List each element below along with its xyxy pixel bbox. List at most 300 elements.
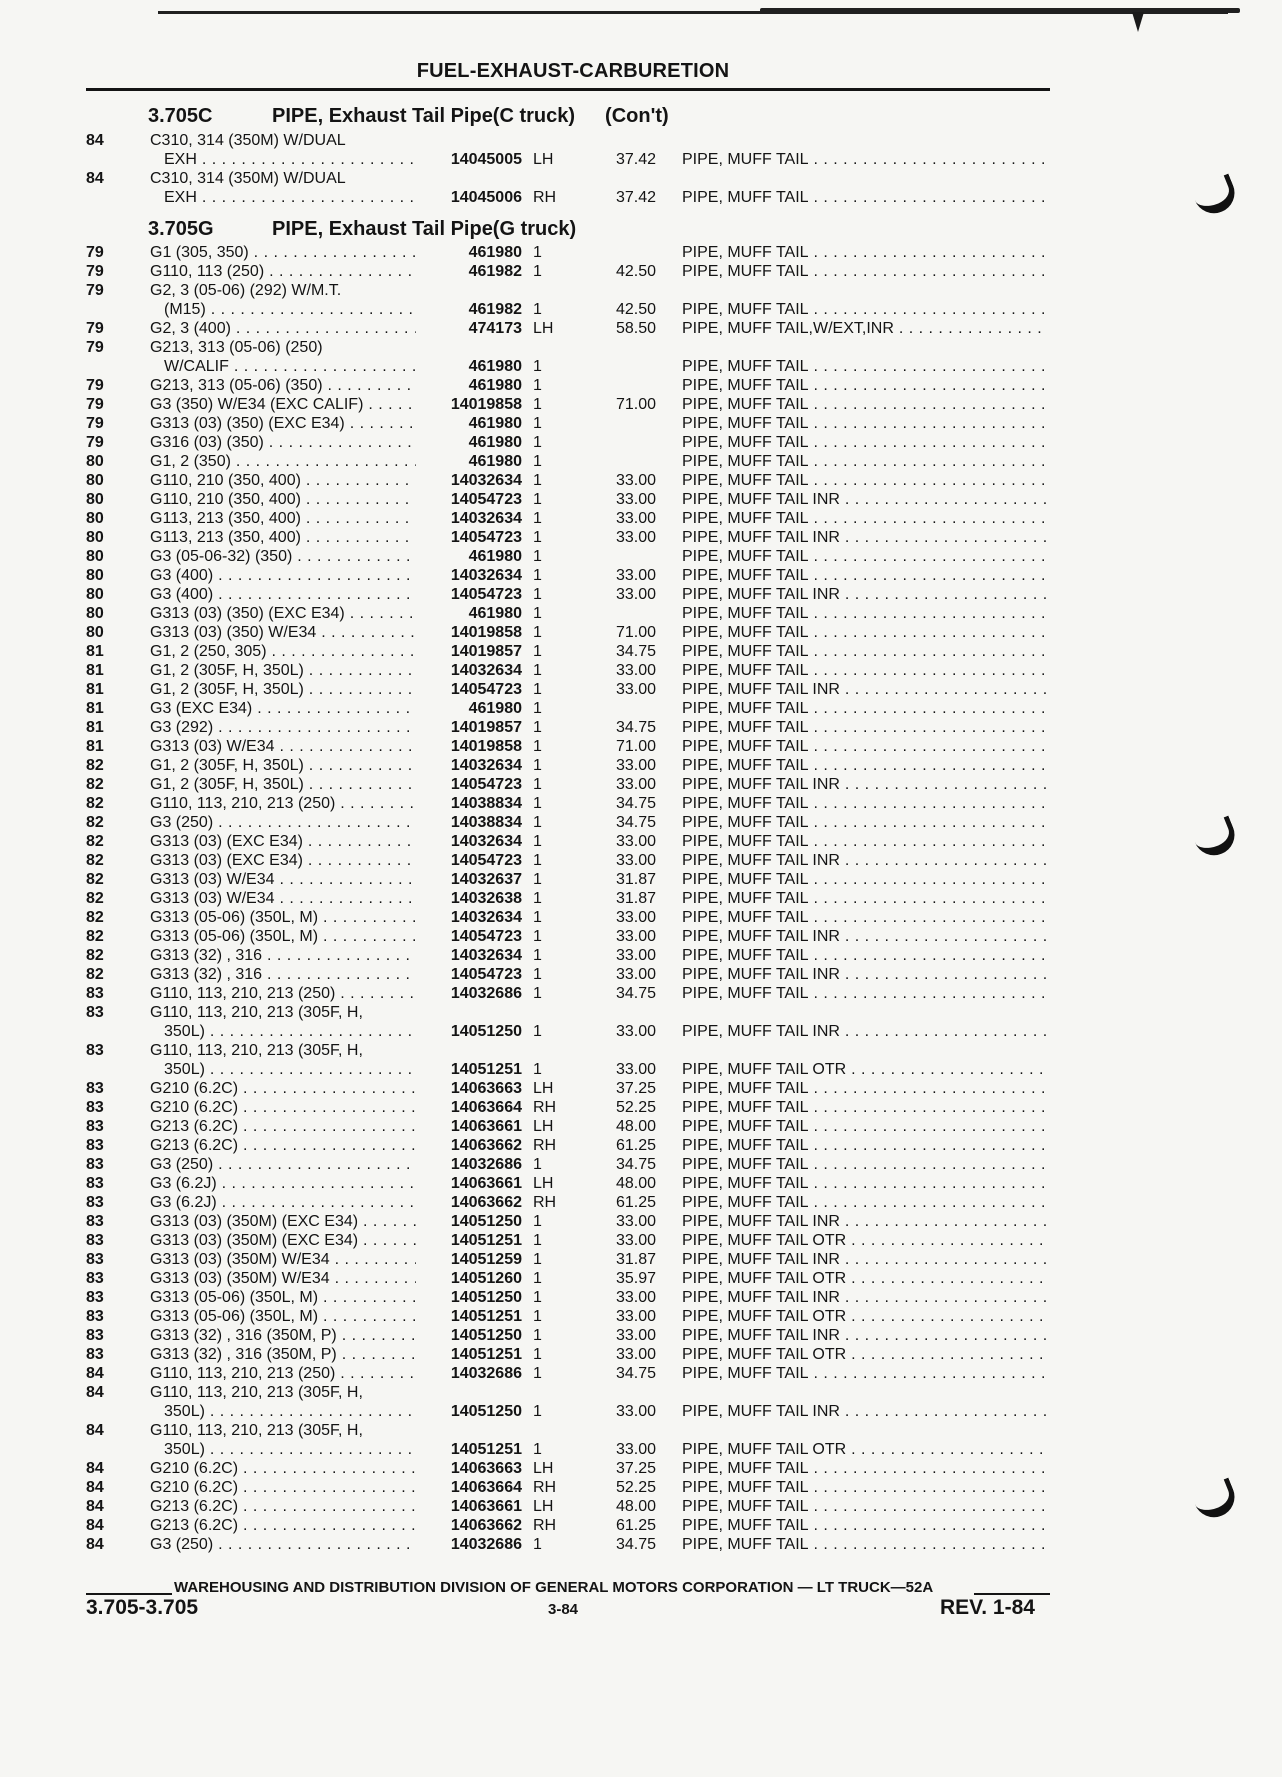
line-number: 84	[86, 1365, 104, 1382]
table-row	[0, 1003, 1282, 1022]
part-number: 14045006	[450, 189, 522, 206]
quantity-side: 1	[533, 909, 542, 926]
application-description: G113, 213 (350, 400) . . .	[150, 528, 416, 547]
application-description: G110, 113, 210, 213 (305F, H,	[150, 1004, 363, 1021]
table-row	[0, 1459, 1282, 1478]
part-name: PIPE, MUFF TAIL . . .	[682, 889, 1046, 908]
quantity-side: 1	[533, 833, 542, 850]
price: 61.25	[615, 1137, 656, 1154]
part-name: PIPE, MUFF TAIL INR . . .	[682, 1212, 1046, 1231]
application-description: G3 (400) . . .	[150, 566, 416, 585]
table-row	[0, 1041, 1282, 1060]
application-description: G1 (305, 350) . . .	[150, 243, 416, 262]
line-number: 81	[86, 738, 104, 755]
line-number: 81	[86, 643, 104, 660]
table-row	[0, 1079, 1282, 1098]
application-description: G213 (6.2C) . . .	[150, 1497, 416, 1516]
part-number: 14063662	[450, 1137, 522, 1154]
quantity-side: LH	[533, 1498, 554, 1515]
line-number: 79	[86, 396, 104, 413]
line-number: 83	[86, 1308, 104, 1325]
quantity-side: RH	[533, 1099, 557, 1116]
line-number: 82	[86, 757, 104, 774]
application-description: G313 (03) (350) W/E34 . . .	[150, 623, 416, 642]
quantity-side: 1	[533, 776, 542, 793]
part-number: 461980	[468, 244, 522, 261]
part-name: PIPE, MUFF TAIL INR . . .	[682, 775, 1046, 794]
part-number: 14032634	[450, 567, 522, 584]
line-number: 83	[86, 1175, 104, 1192]
title-rule	[86, 88, 1050, 91]
application-description: G210 (6.2C) . . .	[150, 1459, 416, 1478]
application-description: G2, 3 (400) . . .	[150, 319, 416, 338]
part-number: 14019858	[450, 738, 522, 755]
quantity-side: 1	[533, 795, 542, 812]
part-name: PIPE, MUFF TAIL . . .	[682, 471, 1046, 490]
line-number: 80	[86, 453, 104, 470]
part-name: PIPE, MUFF TAIL . . .	[682, 547, 1046, 566]
part-number: 14051259	[450, 1251, 522, 1268]
table-row	[0, 433, 1282, 452]
part-number: 14032634	[450, 510, 522, 527]
part-number: 14063662	[450, 1194, 522, 1211]
quantity-side: 1	[533, 472, 542, 489]
table-row	[0, 946, 1282, 965]
table-row	[0, 243, 1282, 262]
quantity-side: 1	[533, 1213, 542, 1230]
part-name: PIPE, MUFF TAIL INR . . .	[682, 1326, 1046, 1345]
price: 71.00	[615, 396, 656, 413]
price: 33.00	[615, 510, 656, 527]
part-name: PIPE, MUFF TAIL INR . . .	[682, 490, 1046, 509]
quantity-side: 1	[533, 852, 542, 869]
price: 33.00	[615, 909, 656, 926]
price: 34.75	[615, 643, 656, 660]
part-name: PIPE, MUFF TAIL OTR . . .	[682, 1060, 1046, 1079]
part-number: 14032686	[450, 985, 522, 1002]
part-number: 14051251	[450, 1061, 522, 1078]
application-description: EXH . . .	[164, 150, 416, 169]
line-number: 82	[86, 852, 104, 869]
table-row	[0, 131, 1282, 150]
application-description: (M15) . . .	[164, 300, 416, 319]
part-number: 14051250	[450, 1403, 522, 1420]
part-number: 461980	[468, 605, 522, 622]
part-name: PIPE, MUFF TAIL . . .	[682, 946, 1046, 965]
quantity-side: RH	[533, 1479, 557, 1496]
part-number: 14032686	[450, 1156, 522, 1173]
application-description: 350L) . . .	[164, 1060, 416, 1079]
application-description: C310, 314 (350M) W/DUAL	[150, 132, 346, 149]
line-number: 79	[86, 263, 104, 280]
quantity-side: 1	[533, 1156, 542, 1173]
part-number: 14054723	[450, 681, 522, 698]
application-description: G313 (03) (350M) (EXC E34) . . .	[150, 1231, 416, 1250]
part-name: PIPE, MUFF TAIL . . .	[682, 1174, 1046, 1193]
part-name: PIPE, MUFF TAIL . . .	[682, 566, 1046, 585]
application-description: G2, 3 (05-06) (292) W/M.T.	[150, 282, 342, 299]
application-description: G210 (6.2C) . . .	[150, 1079, 416, 1098]
application-description: G213, 313 (05-06) (350) . . .	[150, 376, 416, 395]
price: 33.00	[615, 1441, 656, 1458]
quantity-side: 1	[533, 1308, 542, 1325]
section-code: 3.705C	[148, 105, 213, 127]
application-description: G110, 210 (350, 400) . . .	[150, 471, 416, 490]
quantity-side: 1	[533, 491, 542, 508]
table-row	[0, 718, 1282, 737]
application-description: G313 (32) , 316 . . .	[150, 965, 416, 984]
line-number: 82	[86, 814, 104, 831]
line-number: 84	[86, 1422, 104, 1439]
table-row	[0, 188, 1282, 207]
part-number: 14051250	[450, 1327, 522, 1344]
part-name: PIPE, MUFF TAIL . . .	[682, 756, 1046, 775]
application-description: 350L) . . .	[164, 1022, 416, 1041]
application-description: G3 (250) . . .	[150, 813, 416, 832]
quantity-side: 1	[533, 871, 542, 888]
application-description: G110, 113, 210, 213 (305F, H,	[150, 1042, 363, 1059]
part-number: 14038834	[450, 795, 522, 812]
price: 33.00	[615, 472, 656, 489]
price: 33.00	[615, 662, 656, 679]
price: 37.42	[615, 189, 656, 206]
price: 33.00	[615, 928, 656, 945]
table-row	[0, 1212, 1282, 1231]
line-number: 83	[86, 1251, 104, 1268]
part-number: 14051250	[450, 1213, 522, 1230]
part-number: 461980	[468, 700, 522, 717]
quantity-side: 1	[533, 624, 542, 641]
table-row	[0, 1326, 1282, 1345]
part-number: 14032634	[450, 472, 522, 489]
table-row	[0, 1117, 1282, 1136]
price: 31.87	[615, 890, 656, 907]
price: 42.50	[615, 263, 656, 280]
quantity-side: 1	[533, 529, 542, 546]
application-description: G313 (03) W/E34 . . .	[150, 889, 416, 908]
quantity-side: LH	[533, 151, 554, 168]
part-name: PIPE, MUFF TAIL . . .	[682, 737, 1046, 756]
section-heading	[148, 218, 576, 241]
line-number: 80	[86, 491, 104, 508]
quantity-side: 1	[533, 1251, 542, 1268]
price: 48.00	[615, 1175, 656, 1192]
table-row	[0, 1136, 1282, 1155]
table-row	[0, 889, 1282, 908]
quantity-side: 1	[533, 1536, 542, 1553]
part-number: 14019858	[450, 396, 522, 413]
part-name: PIPE, MUFF TAIL INR . . .	[682, 1288, 1046, 1307]
table-row	[0, 1364, 1282, 1383]
application-description: G313 (03) (350M) W/E34 . . .	[150, 1250, 416, 1269]
part-number: 14063664	[450, 1099, 522, 1116]
application-description: G316 (03) (350) . . .	[150, 433, 416, 452]
line-number: 82	[86, 966, 104, 983]
table-row	[0, 984, 1282, 1003]
table-row	[0, 1250, 1282, 1269]
part-number: 461980	[468, 377, 522, 394]
part-number: 14032634	[450, 833, 522, 850]
line-number: 79	[86, 282, 104, 299]
price: 33.00	[615, 1327, 656, 1344]
application-description: G313 (03) (350) (EXC E34) . . .	[150, 414, 416, 433]
application-description: C310, 314 (350M) W/DUAL	[150, 170, 346, 187]
table-row	[0, 1193, 1282, 1212]
line-number: 83	[86, 1156, 104, 1173]
part-number: 14063663	[450, 1460, 522, 1477]
quantity-side: 1	[533, 890, 542, 907]
quantity-side: 1	[533, 453, 542, 470]
application-description: G3 (350) W/E34 (EXC CALIF) . . .	[150, 395, 416, 414]
quantity-side: 1	[533, 700, 542, 717]
application-description: G313 (32) , 316 . . .	[150, 946, 416, 965]
application-description: G1, 2 (350) . . .	[150, 452, 416, 471]
price: 52.25	[615, 1099, 656, 1116]
table-row	[0, 794, 1282, 813]
price: 61.25	[615, 1517, 656, 1534]
quantity-side: LH	[533, 1080, 554, 1097]
part-name: PIPE, MUFF TAIL . . .	[682, 699, 1046, 718]
part-number: 14019857	[450, 643, 522, 660]
quantity-side: RH	[533, 1517, 557, 1534]
quantity-side: 1	[533, 510, 542, 527]
price: 34.75	[615, 814, 656, 831]
part-number: 14054723	[450, 491, 522, 508]
line-number: 84	[86, 1536, 104, 1553]
part-number: 14032634	[450, 662, 522, 679]
part-number: 14054723	[450, 852, 522, 869]
table-row	[0, 528, 1282, 547]
application-description: G313 (03) (EXC E34) . . .	[150, 832, 416, 851]
quantity-side: 1	[533, 263, 542, 280]
part-name: PIPE, MUFF TAIL INR . . .	[682, 585, 1046, 604]
application-description: G3 (250) . . .	[150, 1535, 416, 1554]
line-number: 79	[86, 244, 104, 261]
part-number: 14032637	[450, 871, 522, 888]
table-row	[0, 1402, 1282, 1421]
part-number: 14051251	[450, 1441, 522, 1458]
quantity-side: 1	[533, 434, 542, 451]
quantity-side: 1	[533, 1232, 542, 1249]
part-name: PIPE, MUFF TAIL INR . . .	[682, 1250, 1046, 1269]
table-row	[0, 1022, 1282, 1041]
quantity-side: 1	[533, 586, 542, 603]
price: 31.87	[615, 871, 656, 888]
line-number: 82	[86, 890, 104, 907]
table-row	[0, 604, 1282, 623]
line-number: 82	[86, 947, 104, 964]
quantity-side: 1	[533, 244, 542, 261]
part-name: PIPE, MUFF TAIL INR . . .	[682, 1402, 1046, 1421]
part-number: 461980	[468, 434, 522, 451]
application-description: G313 (03) (350) (EXC E34) . . .	[150, 604, 416, 623]
application-description: G110, 113, 210, 213 (250) . . .	[150, 984, 416, 1003]
line-number: 80	[86, 624, 104, 641]
quantity-side: 1	[533, 1441, 542, 1458]
table-row	[0, 775, 1282, 794]
part-name: PIPE, MUFF TAIL . . .	[682, 300, 1046, 319]
quantity-side: 1	[533, 1327, 542, 1344]
table-row	[0, 566, 1282, 585]
line-number: 83	[86, 1080, 104, 1097]
table-row	[0, 509, 1282, 528]
application-description: G110, 210 (350, 400) . . .	[150, 490, 416, 509]
price: 33.00	[615, 1289, 656, 1306]
line-number: 83	[86, 1004, 104, 1021]
part-name: PIPE, MUFF TAIL INR . . .	[682, 927, 1046, 946]
part-name: PIPE, MUFF TAIL . . .	[682, 1516, 1046, 1535]
quantity-side: 1	[533, 1270, 542, 1287]
application-description: G110, 113, 210, 213 (305F, H,	[150, 1422, 363, 1439]
line-number: 83	[86, 1232, 104, 1249]
part-number: 14054723	[450, 529, 522, 546]
table-row	[0, 870, 1282, 889]
footer-division: WAREHOUSING AND DISTRIBUTION DIVISION OF GENERAL MOTORS CORPORATION — LT TRUCK—52A	[174, 1579, 934, 1596]
part-number: 14051251	[450, 1232, 522, 1249]
part-number: 14063664	[450, 1479, 522, 1496]
part-number: 14063662	[450, 1517, 522, 1534]
price: 34.75	[615, 795, 656, 812]
table-row	[0, 1535, 1282, 1554]
part-name: PIPE, MUFF TAIL . . .	[682, 813, 1046, 832]
part-number: 14054723	[450, 966, 522, 983]
price: 71.00	[615, 624, 656, 641]
table-row	[0, 471, 1282, 490]
quantity-side: 1	[533, 548, 542, 565]
part-name: PIPE, MUFF TAIL . . .	[682, 150, 1046, 169]
price: 33.00	[615, 567, 656, 584]
table-row	[0, 376, 1282, 395]
table-row	[0, 908, 1282, 927]
application-description: G3 (400) . . .	[150, 585, 416, 604]
part-number: 14063661	[450, 1498, 522, 1515]
application-description: G313 (32) , 316 (350M, P) . . .	[150, 1326, 416, 1345]
part-name: PIPE, MUFF TAIL . . .	[682, 262, 1046, 281]
part-name: PIPE, MUFF TAIL . . .	[682, 188, 1046, 207]
quantity-side: 1	[533, 1403, 542, 1420]
quantity-side: 1	[533, 738, 542, 755]
footer-range: 3.705-3.705	[86, 1596, 199, 1619]
part-number: 461980	[468, 358, 522, 375]
line-number: 80	[86, 510, 104, 527]
price: 37.25	[615, 1460, 656, 1477]
table-row	[0, 1288, 1282, 1307]
table-row	[0, 1440, 1282, 1459]
table-row	[0, 642, 1282, 661]
quantity-side: 1	[533, 567, 542, 584]
part-number: 14051260	[450, 1270, 522, 1287]
part-name: PIPE, MUFF TAIL . . .	[682, 376, 1046, 395]
line-number: 82	[86, 928, 104, 945]
application-description: G313 (05-06) (350L, M) . . .	[150, 1307, 416, 1326]
application-description: G1, 2 (305F, H, 350L) . . .	[150, 680, 416, 699]
part-name: PIPE, MUFF TAIL . . .	[682, 1117, 1046, 1136]
quantity-side: 1	[533, 966, 542, 983]
application-description: G110, 113 (250) . . .	[150, 262, 416, 281]
application-description: G210 (6.2C) . . .	[150, 1098, 416, 1117]
line-number: 83	[86, 1042, 104, 1059]
part-name: PIPE, MUFF TAIL . . .	[682, 414, 1046, 433]
quantity-side: 1	[533, 377, 542, 394]
price: 35.97	[615, 1270, 656, 1287]
part-name: PIPE, MUFF TAIL . . .	[682, 1079, 1046, 1098]
quantity-side: 1	[533, 947, 542, 964]
line-number: 79	[86, 434, 104, 451]
price: 33.00	[615, 586, 656, 603]
price: 33.00	[615, 681, 656, 698]
application-description: G110, 113, 210, 213 (250) . . .	[150, 1364, 416, 1383]
application-description: EXH . . .	[164, 188, 416, 207]
part-number: 461980	[468, 453, 522, 470]
table-row	[0, 319, 1282, 338]
price: 34.75	[615, 1536, 656, 1553]
quantity-side: LH	[533, 1460, 554, 1477]
part-number: 14063663	[450, 1080, 522, 1097]
part-name: PIPE, MUFF TAIL INR . . .	[682, 965, 1046, 984]
line-number: 82	[86, 776, 104, 793]
part-number: 14019858	[450, 624, 522, 641]
part-name: PIPE, MUFF TAIL . . .	[682, 1193, 1046, 1212]
table-row	[0, 832, 1282, 851]
table-row	[0, 452, 1282, 471]
table-row	[0, 414, 1282, 433]
table-row	[0, 1269, 1282, 1288]
quantity-side: LH	[533, 320, 554, 337]
application-description: G1, 2 (305F, H, 350L) . . .	[150, 775, 416, 794]
line-number: 83	[86, 1194, 104, 1211]
price: 33.00	[615, 1308, 656, 1325]
page-title: FUEL-EXHAUST-CARBURETION	[416, 60, 730, 82]
application-description: G3 (6.2J) . . .	[150, 1193, 416, 1212]
application-description: G213, 313 (05-06) (250)	[150, 339, 323, 356]
part-name: PIPE, MUFF TAIL . . .	[682, 357, 1046, 376]
price: 48.00	[615, 1118, 656, 1135]
price: 37.42	[615, 151, 656, 168]
table-row	[0, 1307, 1282, 1326]
application-description: G213 (6.2C) . . .	[150, 1117, 416, 1136]
part-number: 14032634	[450, 757, 522, 774]
application-description: G3 (EXC E34) . . .	[150, 699, 416, 718]
price: 33.00	[615, 947, 656, 964]
line-number: 84	[86, 1517, 104, 1534]
footer-rule	[974, 1593, 1050, 1595]
part-name: PIPE, MUFF TAIL . . .	[682, 661, 1046, 680]
quantity-side: 1	[533, 1365, 542, 1382]
price: 33.00	[615, 1232, 656, 1249]
part-number: 14054723	[450, 928, 522, 945]
table-row	[0, 965, 1282, 984]
quantity-side: 1	[533, 985, 542, 1002]
table-row	[0, 1383, 1282, 1402]
application-description: G313 (05-06) (350L, M) . . .	[150, 908, 416, 927]
price: 33.00	[615, 1403, 656, 1420]
section-title: PIPE, Exhaust Tail Pipe(G truck)	[272, 218, 577, 240]
table-row	[0, 1421, 1282, 1440]
table-row	[0, 395, 1282, 414]
application-description: G313 (03) W/E34 . . .	[150, 870, 416, 889]
quantity-side: 1	[533, 396, 542, 413]
line-number: 83	[86, 1270, 104, 1287]
part-number: 461980	[468, 415, 522, 432]
part-number: 14051250	[450, 1023, 522, 1040]
part-name: PIPE, MUFF TAIL . . .	[682, 509, 1046, 528]
part-number: 14032686	[450, 1365, 522, 1382]
quantity-side: LH	[533, 1175, 554, 1192]
quantity-side: 1	[533, 1023, 542, 1040]
line-number: 84	[86, 170, 104, 187]
line-number: 81	[86, 662, 104, 679]
line-number: 83	[86, 1327, 104, 1344]
